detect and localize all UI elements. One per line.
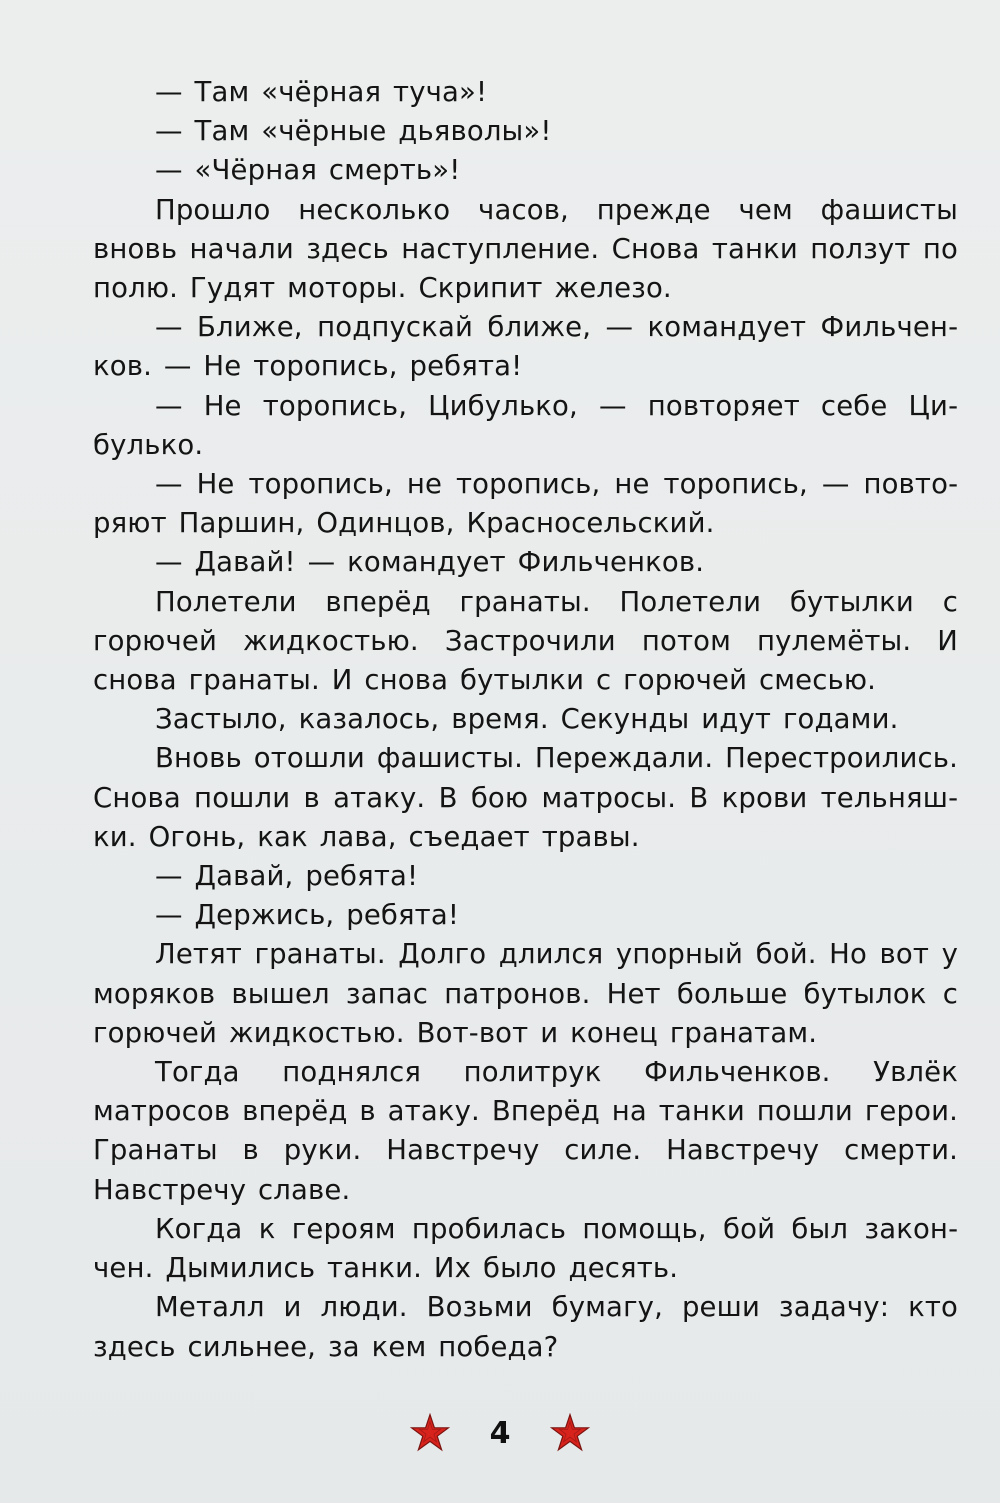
- paragraph: Когда к героям пробилась помощь, бой был закончен. Дымились танки. Их было десять.: [93, 1212, 958, 1285]
- paragraph: Полетели вперёд гранаты. Полетели бутылки с горючей жидкостью. Застрочили потом пулемёты. И снова гранаты. И снова бутылки с горючей смесью.: [93, 585, 958, 697]
- body-text: [93, 73, 958, 1367]
- paragraph: — Не торопись, Цибулько, — повторяет себе Цибулько.: [93, 389, 958, 461]
- paragraph: Летят гранаты. Долго длился упорный бой. Но вот у моряков вышел запас патронов. Нет больше бутылок с горючей жидкостью. Вот-вот и конец гранатам.: [93, 938, 958, 1049]
- paragraph: — Ближе, подпускай ближе, — командует Фильченков. — Не торопись, ребята!: [93, 311, 958, 383]
- paragraph: — Не торопись, не торопись, не торопись, — повторяют Паршин, Одинцов, Красносельский.: [93, 468, 958, 540]
- paragraph: — Там «чёрные дьяволы»!: [155, 115, 552, 148]
- page-footer: [0, 1408, 1000, 1458]
- paragraph: — Там «чёрная туча»!: [155, 76, 488, 108]
- paragraph: Тогда поднялся политрук Фильченков. Увлёк матросов вперёд в атаку. Вперёд на танки пошли герои. Гранаты в руки. Навстречу силе. Навстречу смерти. Навстречу славе.: [93, 1056, 958, 1206]
- page-number: 4: [489, 1415, 511, 1451]
- paragraph: Застыло, казалось, время. Секунды идут годами.: [155, 703, 899, 736]
- paragraph: Металл и люди. Возьми бумагу, реши задачу: кто здесь сильнее, за кем победа?: [93, 1291, 958, 1363]
- paragraph: — Держись, ребята!: [155, 899, 460, 932]
- paragraph: — Давай, ребята!: [155, 860, 419, 893]
- paragraph: — «Чёрная смерть»!: [155, 154, 461, 187]
- paragraph: Прошло несколько часов, прежде чем фашисты вновь начали здесь наступление. Снова танки ползут по полю. Гудят моторы. Скрипит железо.: [93, 193, 958, 305]
- red-star-icon: [550, 1413, 590, 1453]
- paragraph: Вновь отошли фашисты. Переждали. Перестроились. Снова пошли в атаку. В бою матросы. В крови тельняшки. Огонь, как лава, съедает травы.: [93, 742, 958, 853]
- paragraph: — Давай! — командует Фильченков.: [155, 546, 705, 579]
- red-star-icon: [410, 1413, 450, 1453]
